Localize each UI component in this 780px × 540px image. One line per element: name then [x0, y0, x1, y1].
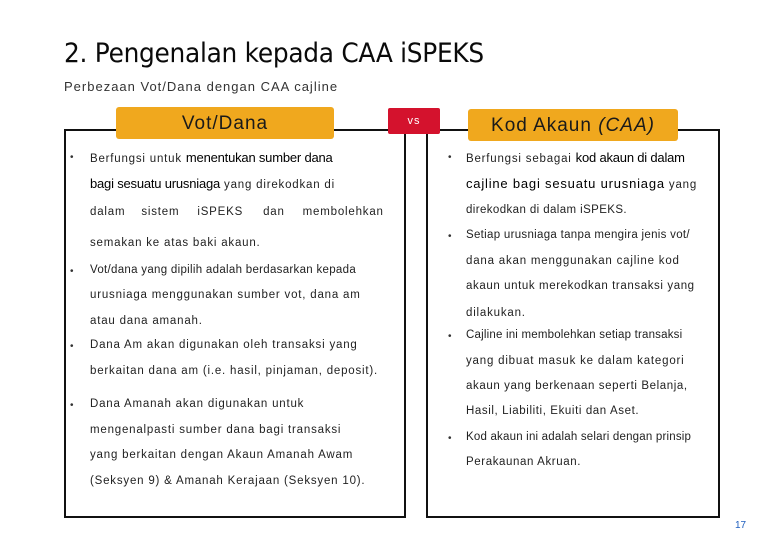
slide-subtitle: Perbezaan Vot/Dana dengan CAA cajline [64, 79, 339, 94]
right-b1-line1 [466, 150, 685, 165]
left-b4-line3: yang berkaitan dengan Akaun Amanah Awam [90, 449, 354, 461]
left-b1-line4: semakan ke atas baki akaun. [90, 237, 261, 249]
right-b3-line3: akaun yang berkenaan seperti Belanja, [466, 380, 688, 392]
left-b1-line3 [90, 206, 384, 218]
slide-title: 2. Pengenalan kepada CAA iSPEKS [64, 38, 484, 69]
kod-akaun-tab-paren: (CAA) [598, 115, 655, 136]
vot-dana-tab: Vot/Dana [116, 107, 334, 139]
right-b3-line1: Cajline ini membolehkan setiap transaksi [466, 329, 683, 341]
page-number: 17 [735, 520, 747, 531]
kod-akaun-tab [468, 109, 678, 141]
right-b4-line1: Kod akaun ini adalah selari dengan prinsip [466, 431, 692, 443]
right-b1-line2-b: yang [668, 179, 698, 191]
right-b1-line1-a: Berfungsi sebagai [466, 153, 572, 165]
left-b2-line2: urusniaga menggunakan sumber vot, dana am [90, 289, 361, 301]
left-b1-line3-a: dalam [90, 206, 126, 218]
bullet-icon: • [70, 152, 74, 163]
right-b1-line2-a: cajline bagi sesuatu urusniaga [466, 176, 665, 191]
left-b1-line3-c: iSPEKS [197, 206, 244, 218]
right-b1-line2 [466, 176, 697, 191]
left-b1-line3-b: sistem [141, 206, 180, 218]
left-b4-line1: Dana Amanah akan digunakan untuk [90, 398, 305, 410]
right-b1-line3: direkodkan di dalam iSPEKS. [466, 204, 628, 216]
left-b2-line3: atau dana amanah. [90, 315, 203, 327]
bullet-icon: • [70, 341, 74, 352]
left-b3-line1: Dana Am akan digunakan oleh transaksi yang [90, 339, 358, 351]
left-b1-line2-a: bagi sesuatu urusniaga [90, 176, 221, 191]
bullet-icon: • [448, 331, 452, 342]
left-b1-line1-a: Berfungsi untuk [90, 153, 182, 165]
left-b2-line1: Vot/dana yang dipilih adalah berdasarkan kepada [90, 264, 357, 276]
right-b1-line1-b: kod akaun di dalam [575, 150, 685, 165]
bullet-icon: • [70, 266, 74, 277]
left-b1-line3-d: dan [263, 206, 285, 218]
left-b1-line3-e: membolehkan [302, 206, 384, 218]
right-b4-line2: Perakaunan Akruan. [466, 456, 582, 468]
bullet-icon: • [448, 231, 452, 242]
left-b4-line2: mengenalpasti sumber dana bagi transaksi [90, 424, 342, 436]
right-b3-line2: yang dibuat masuk ke dalam kategori [466, 355, 685, 367]
left-b1-line2-b: yang direkodkan di [224, 179, 335, 191]
left-b1-line1-b: menentukan sumber dana [185, 150, 333, 165]
right-b3-line4: Hasil, Liabiliti, Ekuiti dan Aset. [466, 405, 640, 417]
left-b1-line2 [90, 176, 335, 191]
right-b2-line3: akaun untuk merekodkan transaksi yang [466, 280, 695, 292]
right-b2-line1: Setiap urusniaga tanpa mengira jenis vot/ [466, 229, 690, 241]
right-b2-line4: dilakukan. [466, 307, 526, 319]
left-b4-line4: (Seksyen 9) & Amanah Kerajaan (Seksyen 10). [90, 475, 366, 487]
left-b3-line2: berkaitan dana am (i.e. hasil, pinjaman, deposit). [90, 365, 379, 377]
right-b2-line2: dana akan menggunakan cajline kod [466, 255, 680, 267]
kod-akaun-tab-label: Kod Akaun [491, 115, 592, 136]
bullet-icon: • [448, 152, 452, 163]
bullet-icon: • [448, 433, 452, 444]
vs-badge: vs [388, 108, 440, 134]
bullet-icon: • [70, 400, 74, 411]
left-b1-line1 [90, 150, 333, 165]
